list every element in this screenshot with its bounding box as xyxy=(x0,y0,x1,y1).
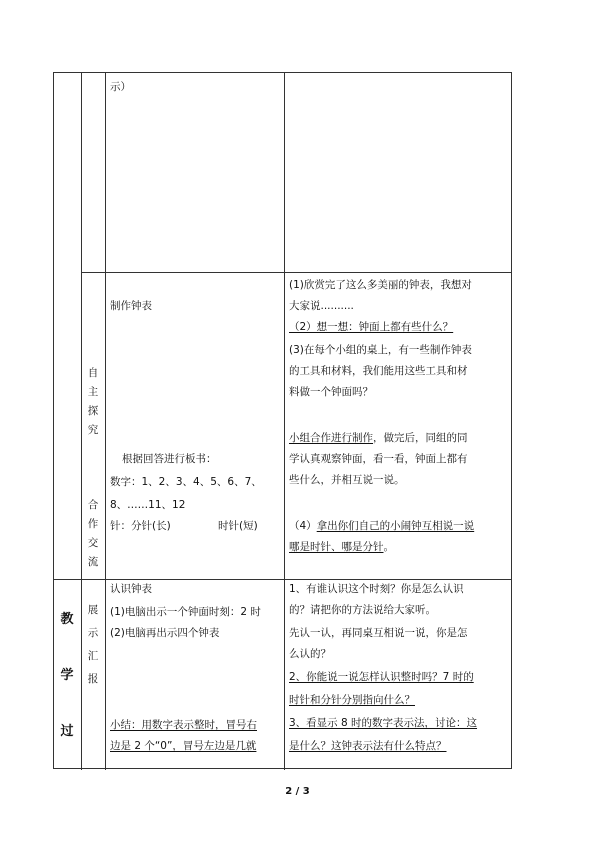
column-divider-3 xyxy=(284,73,285,770)
step1-line2: 大家说.......... xyxy=(289,300,354,312)
step4-line2-underlined: 哪是时针、哪是分针 xyxy=(289,541,384,553)
question2-line2: 时针和分针分别指向什么？ xyxy=(289,694,415,706)
step3-line2: 的工具和材料，我们能用这些工具和材 xyxy=(289,365,468,377)
question1-line3: 先认一认，再同桌互相说一说，你是怎 xyxy=(289,627,468,639)
step4-underlined: 拿出你们自己的小闹钟互相说一说 xyxy=(316,520,475,532)
row1-left-text: 示） xyxy=(110,81,131,93)
group-work-line2: 学认真观察钟面，看一看，钟面上都有 xyxy=(289,453,468,465)
question1-line2: 的？请把你的方法说给大家听。 xyxy=(289,604,436,616)
group-work-line1 xyxy=(289,429,468,448)
computer-show-2: (2)电脑再出示四个钟表 xyxy=(110,627,220,639)
numbers-line: 数字：1、2、3、4、5、6、7、 xyxy=(110,476,262,488)
side-label-cooperate: 合作交流 xyxy=(87,499,99,568)
question2-line1: 2、你能说一说怎样认识整时吗？7 时的 xyxy=(289,671,474,683)
make-clock-heading: 制作钟表 xyxy=(110,300,152,312)
step2-question: （2）想一想：钟面上都有些什么？ xyxy=(289,321,454,333)
computer-show-1: (1)电脑出示一个钟面时刻：2 时 xyxy=(110,606,261,618)
column-divider-1 xyxy=(81,73,82,770)
recognize-clock-heading: 认识钟表 xyxy=(110,583,152,595)
side-label-explore: 自主探究 xyxy=(87,367,99,436)
step4-line2 xyxy=(289,538,394,557)
board-writing-note: 根据回答进行板书： xyxy=(122,453,217,465)
numbers-line-cont: 8、……11、12 xyxy=(110,499,186,511)
hands-hour: 时针(短) xyxy=(218,520,258,532)
step4-prefix: （4） xyxy=(289,520,317,532)
step3-line1: (3)在每个小组的桌上，有一些制作钟表 xyxy=(289,344,472,356)
summary-line2: 边是 2 个“0”，冒号左边是几就 xyxy=(110,740,257,752)
question1-line4: 么认的？ xyxy=(289,648,331,660)
question1-line1: 1、有谁认识这个时刻？你是怎么认识 xyxy=(289,583,464,595)
step3-line3: 料做一个钟面吗？ xyxy=(289,386,373,398)
step1-line1: (1)欣赏完了这么多美丽的钟表，我想对 xyxy=(289,279,472,291)
group-work-rest: ，做完后，同组的同 xyxy=(373,432,468,444)
outer-label-teaching-process xyxy=(57,592,77,760)
question3-line2: 是什么？这钟表示法有什么特点？ xyxy=(289,740,447,752)
outer-label-text: 教学过 xyxy=(60,612,74,739)
side-label-present: 展示汇报 xyxy=(87,604,99,685)
group-work-line3: 些什么，并相互说一说。 xyxy=(289,474,405,486)
hands-minute: 针：分针(长) xyxy=(110,520,171,532)
page-number: 2 / 3 xyxy=(285,786,310,797)
summary-line1: 小结：用数字表示整时，冒号右 xyxy=(110,719,257,731)
column-divider-2 xyxy=(105,73,106,770)
group-work-underlined: 小组合作进行制作 xyxy=(289,432,373,444)
question3-line1: 3、看显示 8 时的数字表示法，讨论：这 xyxy=(289,717,478,729)
step4-line1 xyxy=(289,517,474,536)
lesson-plan-table xyxy=(53,72,512,769)
row-divider-1 xyxy=(81,272,512,273)
step4-line2-rest: 。 xyxy=(383,541,394,553)
